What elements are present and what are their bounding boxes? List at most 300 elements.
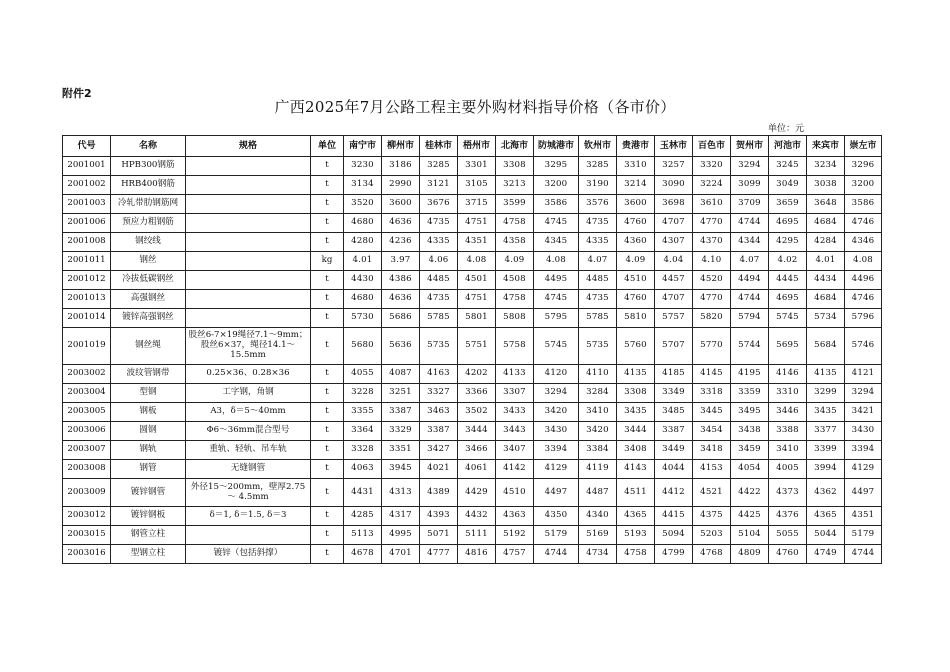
cell-price: 3134 <box>344 176 382 195</box>
cell-price: 4734 <box>579 545 617 564</box>
cell-price: 5111 <box>458 526 496 545</box>
table-row <box>63 252 882 271</box>
cell-code: 2001003 <box>63 195 111 214</box>
cell-price: 5686 <box>382 309 420 328</box>
cell-price: 5179 <box>534 526 579 545</box>
cell-spec <box>186 157 311 176</box>
cell-unit: t <box>311 214 344 233</box>
cell-price: 4751 <box>458 214 496 233</box>
cell-price: 4760 <box>617 214 655 233</box>
cell-code: 2003002 <box>63 365 111 384</box>
cell-code: 2003006 <box>63 422 111 441</box>
cell-price: 4350 <box>534 507 579 526</box>
cell-price: 5770 <box>693 328 731 365</box>
cell-unit: t <box>311 526 344 545</box>
cell-price: 4749 <box>807 545 845 564</box>
cell-price: 4680 <box>344 214 382 233</box>
unit-note: 单位：元 <box>767 124 804 134</box>
table-row <box>63 290 882 309</box>
cell-price: 4153 <box>693 460 731 479</box>
cell-price: 5785 <box>420 309 458 328</box>
cell-price: 4758 <box>496 214 534 233</box>
cell-price: 4195 <box>731 365 769 384</box>
cell-price: 3230 <box>344 157 382 176</box>
cell-price: 4005 <box>769 460 807 479</box>
cell-price: 3284 <box>579 384 617 403</box>
cell-price: 3399 <box>807 441 845 460</box>
cell-price: 4809 <box>731 545 769 564</box>
table-row <box>63 403 882 422</box>
cell-price: 4.08 <box>458 252 496 271</box>
cell-name: 预应力粗钢筋 <box>111 214 186 233</box>
cell-unit: t <box>311 479 344 507</box>
cell-spec <box>186 252 311 271</box>
cell-price: 4.02 <box>769 252 807 271</box>
cell-price: 4684 <box>807 290 845 309</box>
table-row <box>63 233 882 252</box>
column-header: 代号 <box>63 136 111 157</box>
cell-price: 4370 <box>693 233 731 252</box>
cell-price: 4351 <box>458 233 496 252</box>
cell-price: 4135 <box>617 365 655 384</box>
cell-spec <box>186 233 311 252</box>
cell-price: 4360 <box>617 233 655 252</box>
cell-price: 4510 <box>617 271 655 290</box>
cell-price: 3318 <box>693 384 731 403</box>
cell-price: 5730 <box>344 309 382 328</box>
table-row <box>63 157 882 176</box>
cell-price: 3449 <box>655 441 693 460</box>
cell-price: 4.10 <box>693 252 731 271</box>
cell-price: 3387 <box>382 403 420 422</box>
cell-price: 3443 <box>496 422 534 441</box>
cell-price: 4758 <box>617 545 655 564</box>
cell-price: 5680 <box>344 328 382 365</box>
cell-price: 4816 <box>458 545 496 564</box>
cell-price: 3610 <box>693 195 731 214</box>
cell-price: 5071 <box>420 526 458 545</box>
cell-unit: t <box>311 157 344 176</box>
cell-price: 5695 <box>769 328 807 365</box>
cell-price: 4363 <box>496 507 534 526</box>
cell-price: 3394 <box>845 441 882 460</box>
cell-price: 4735 <box>579 214 617 233</box>
table-row <box>63 271 882 290</box>
table-row <box>63 507 882 526</box>
cell-price: 5751 <box>458 328 496 365</box>
cell-price: 5169 <box>579 526 617 545</box>
table-row <box>63 441 882 460</box>
cell-price: 4707 <box>655 290 693 309</box>
column-header: 钦州市 <box>579 136 617 157</box>
cell-price: 3320 <box>693 157 731 176</box>
cell-price: 4510 <box>496 479 534 507</box>
column-header: 贵港市 <box>617 136 655 157</box>
cell-code: 2003007 <box>63 441 111 460</box>
cell-price: 3214 <box>617 176 655 195</box>
cell-spec: 镀锌（包括斜撑） <box>186 545 311 564</box>
column-header: 贺州市 <box>731 136 769 157</box>
column-header: 北海市 <box>496 136 534 157</box>
cell-price: 3351 <box>382 441 420 460</box>
cell-price: 4430 <box>344 271 382 290</box>
cell-price: 3659 <box>769 195 807 214</box>
cell-price: 3600 <box>382 195 420 214</box>
cell-price: 4432 <box>458 507 496 526</box>
cell-price: 3294 <box>845 384 882 403</box>
cell-price: 4346 <box>845 233 882 252</box>
cell-unit: t <box>311 403 344 422</box>
table-row <box>63 422 882 441</box>
cell-unit: t <box>311 441 344 460</box>
cell-price: 4521 <box>693 479 731 507</box>
cell-price: 3438 <box>731 422 769 441</box>
cell-price: 3430 <box>845 422 882 441</box>
cell-price: 3430 <box>534 422 579 441</box>
cell-price: 4061 <box>458 460 496 479</box>
cell-price: 3090 <box>655 176 693 195</box>
cell-price: 4386 <box>382 271 420 290</box>
cell-price: 4760 <box>617 290 655 309</box>
cell-price: 5104 <box>731 526 769 545</box>
cell-price: 4.07 <box>579 252 617 271</box>
cell-price: 3366 <box>458 384 496 403</box>
cell-price: 3234 <box>807 157 845 176</box>
cell-price: 3224 <box>693 176 731 195</box>
cell-price: 3676 <box>420 195 458 214</box>
cell-code: 2001002 <box>63 176 111 195</box>
table-row <box>63 479 882 507</box>
cell-price: 3213 <box>496 176 534 195</box>
cell-price: 3709 <box>731 195 769 214</box>
cell-price: 4415 <box>655 507 693 526</box>
cell-code: 2001014 <box>63 309 111 328</box>
cell-code: 2001019 <box>63 328 111 365</box>
cell-price: 4501 <box>458 271 496 290</box>
cell-price: 3295 <box>534 157 579 176</box>
cell-price: 3105 <box>458 176 496 195</box>
cell-price: 4142 <box>496 460 534 479</box>
cell-price: 3418 <box>693 441 731 460</box>
price-table <box>62 135 882 564</box>
cell-unit: t <box>311 507 344 526</box>
cell-unit: t <box>311 195 344 214</box>
cell-price: 3200 <box>845 176 882 195</box>
cell-unit: kg <box>311 252 344 271</box>
cell-price: 4707 <box>655 214 693 233</box>
cell-price: 5794 <box>731 309 769 328</box>
cell-price: 3308 <box>617 384 655 403</box>
cell-price: 5113 <box>344 526 382 545</box>
cell-price: 3299 <box>807 384 845 403</box>
cell-price: 4.08 <box>845 252 882 271</box>
cell-price: 4735 <box>579 290 617 309</box>
cell-price: 3433 <box>496 403 534 422</box>
cell-price: 4021 <box>420 460 458 479</box>
cell-price: 4429 <box>458 479 496 507</box>
cell-price: 4425 <box>731 507 769 526</box>
cell-price: 4746 <box>845 214 882 233</box>
cell-price: 5203 <box>693 526 731 545</box>
cell-price: 4284 <box>807 233 845 252</box>
column-header: 来宾市 <box>807 136 845 157</box>
column-header: 柳州市 <box>382 136 420 157</box>
table-body <box>63 157 882 564</box>
cell-price: 4744 <box>845 545 882 564</box>
cell-price: 4431 <box>344 479 382 507</box>
cell-price: 3301 <box>458 157 496 176</box>
cell-price: 4054 <box>731 460 769 479</box>
cell-price: 4120 <box>534 365 579 384</box>
cell-price: 4758 <box>496 290 534 309</box>
cell-price: 3038 <box>807 176 845 195</box>
cell-code: 2001006 <box>63 214 111 233</box>
cell-price: 5044 <box>807 526 845 545</box>
cell-price: 5820 <box>693 309 731 328</box>
cell-price: 4185 <box>655 365 693 384</box>
cell-price: 4744 <box>534 545 579 564</box>
column-header: 单位 <box>311 136 344 157</box>
cell-price: 4445 <box>769 271 807 290</box>
cell-price: 3599 <box>496 195 534 214</box>
cell-price: 4135 <box>807 365 845 384</box>
cell-code: 2003009 <box>63 479 111 507</box>
cell-code: 2001001 <box>63 157 111 176</box>
cell-price: 3387 <box>420 422 458 441</box>
cell-price: 3485 <box>655 403 693 422</box>
header-row <box>63 136 882 157</box>
cell-spec: 外径15～200mm，壁厚2.75～ 4.5mm <box>186 479 311 507</box>
cell-price: 3329 <box>382 422 420 441</box>
table-row <box>63 214 882 233</box>
cell-price: 4678 <box>344 545 382 564</box>
cell-price: 3444 <box>458 422 496 441</box>
cell-price: 4495 <box>534 271 579 290</box>
cell-name: 波纹管钢带 <box>111 365 186 384</box>
cell-price: 3435 <box>617 403 655 422</box>
cell-price: 5734 <box>807 309 845 328</box>
cell-name: 型钢 <box>111 384 186 403</box>
cell-price: 4636 <box>382 214 420 233</box>
cell-unit: t <box>311 365 344 384</box>
cell-price: 4770 <box>693 214 731 233</box>
column-header: 梧州市 <box>458 136 496 157</box>
cell-price: 3294 <box>731 157 769 176</box>
cell-price: 4121 <box>845 365 882 384</box>
cell-price: 5744 <box>731 328 769 365</box>
cell-price: 4.01 <box>807 252 845 271</box>
cell-price: 5735 <box>420 328 458 365</box>
cell-price: 3251 <box>382 384 420 403</box>
table-row <box>63 309 882 328</box>
cell-unit: t <box>311 384 344 403</box>
cell-price: 3387 <box>655 422 693 441</box>
column-header: 桂林市 <box>420 136 458 157</box>
cell-price: 4422 <box>731 479 769 507</box>
cell-price: 5795 <box>534 309 579 328</box>
cell-price: 4.09 <box>617 252 655 271</box>
cell-price: 4.04 <box>655 252 693 271</box>
cell-price: 4340 <box>579 507 617 526</box>
cell-price: 4496 <box>845 271 882 290</box>
cell-price: 3384 <box>579 441 617 460</box>
cell-price: 4520 <box>693 271 731 290</box>
cell-price: 3296 <box>845 157 882 176</box>
column-header: 南宁市 <box>344 136 382 157</box>
cell-price: 4745 <box>534 214 579 233</box>
cell-price: 4746 <box>845 290 882 309</box>
cell-price: 5636 <box>382 328 420 365</box>
cell-price: 3388 <box>769 422 807 441</box>
cell-price: 3648 <box>807 195 845 214</box>
cell-price: 3410 <box>579 403 617 422</box>
cell-price: 4680 <box>344 290 382 309</box>
cell-spec <box>186 271 311 290</box>
cell-price: 3359 <box>731 384 769 403</box>
cell-price: 4744 <box>731 290 769 309</box>
cell-price: 4202 <box>458 365 496 384</box>
cell-name: 圆钢 <box>111 422 186 441</box>
cell-price: 4145 <box>693 365 731 384</box>
cell-price: 3446 <box>769 403 807 422</box>
cell-price: 5192 <box>496 526 534 545</box>
cell-price: 4110 <box>579 365 617 384</box>
cell-price: 3410 <box>769 441 807 460</box>
table-row <box>63 176 882 195</box>
column-header: 玉林市 <box>655 136 693 157</box>
cell-price: 4351 <box>845 507 882 526</box>
cell-price: 4129 <box>845 460 882 479</box>
cell-price: 3444 <box>617 422 655 441</box>
cell-price: 4163 <box>420 365 458 384</box>
cell-code: 2001008 <box>63 233 111 252</box>
cell-spec <box>186 290 311 309</box>
cell-name: HRB400钢筋 <box>111 176 186 195</box>
cell-price: 4751 <box>458 290 496 309</box>
column-header: 名称 <box>111 136 186 157</box>
cell-price: 4373 <box>769 479 807 507</box>
cell-code: 2003012 <box>63 507 111 526</box>
cell-price: 4799 <box>655 545 693 564</box>
cell-name: 高强钢丝 <box>111 290 186 309</box>
cell-unit: t <box>311 309 344 328</box>
cell-price: 3427 <box>420 441 458 460</box>
cell-price: 5745 <box>769 309 807 328</box>
cell-price: 4365 <box>807 507 845 526</box>
cell-price: 4684 <box>807 214 845 233</box>
cell-price: 4434 <box>807 271 845 290</box>
cell-price: 3576 <box>579 195 617 214</box>
cell-price: 3364 <box>344 422 382 441</box>
cell-price: 4457 <box>655 271 693 290</box>
cell-price: 3186 <box>382 157 420 176</box>
cell-price: 4768 <box>693 545 731 564</box>
cell-price: 4393 <box>420 507 458 526</box>
cell-spec: 无缝钢管 <box>186 460 311 479</box>
cell-name: 钢管立柱 <box>111 526 186 545</box>
cell-name: 钢丝 <box>111 252 186 271</box>
table-row <box>63 328 882 365</box>
cell-spec: 重轨、轻轨、吊车轨 <box>186 441 311 460</box>
cell-price: 4770 <box>693 290 731 309</box>
cell-name: 钢管 <box>111 460 186 479</box>
cell-price: 4497 <box>845 479 882 507</box>
table-row <box>63 365 882 384</box>
cell-code: 2003005 <box>63 403 111 422</box>
cell-price: 2990 <box>382 176 420 195</box>
cell-name: HPB300钢筋 <box>111 157 186 176</box>
cell-price: 5810 <box>617 309 655 328</box>
cell-price: 3377 <box>807 422 845 441</box>
table-row <box>63 526 882 545</box>
column-header: 百色市 <box>693 136 731 157</box>
cell-name: 钢丝绳 <box>111 328 186 365</box>
cell-price: 3520 <box>344 195 382 214</box>
cell-code: 2001012 <box>63 271 111 290</box>
cell-price: 3049 <box>769 176 807 195</box>
cell-spec <box>186 176 311 195</box>
cell-price: 4129 <box>534 460 579 479</box>
table-row <box>63 195 882 214</box>
cell-price: 4485 <box>420 271 458 290</box>
column-header: 规格 <box>186 136 311 157</box>
cell-spec <box>186 526 311 545</box>
cell-spec: δ＝1, δ＝1.5, δ＝3 <box>186 507 311 526</box>
cell-price: 4497 <box>534 479 579 507</box>
cell-price: 4487 <box>579 479 617 507</box>
cell-price: 3586 <box>534 195 579 214</box>
cell-price: 5193 <box>617 526 655 545</box>
cell-price: 3200 <box>534 176 579 195</box>
cell-price: 4744 <box>731 214 769 233</box>
cell-price: 3994 <box>807 460 845 479</box>
cell-price: 5808 <box>496 309 534 328</box>
cell-price: 4358 <box>496 233 534 252</box>
cell-price: 4701 <box>382 545 420 564</box>
cell-unit: t <box>311 176 344 195</box>
cell-price: 4760 <box>769 545 807 564</box>
cell-price: 3328 <box>344 441 382 460</box>
cell-price: 3502 <box>458 403 496 422</box>
cell-price: 3310 <box>769 384 807 403</box>
cell-unit: t <box>311 233 344 252</box>
cell-name: 镀锌高强钢丝 <box>111 309 186 328</box>
cell-price: 3307 <box>496 384 534 403</box>
cell-price: 3495 <box>731 403 769 422</box>
cell-price: 4375 <box>693 507 731 526</box>
table-row <box>63 545 882 564</box>
cell-price: 4146 <box>769 365 807 384</box>
cell-price: 3945 <box>382 460 420 479</box>
cell-price: 5757 <box>655 309 693 328</box>
attachment-label: 附件2 <box>62 87 92 100</box>
cell-spec: A3，δ＝5～40mm <box>186 403 311 422</box>
cell-spec: Φ6～36mm混合型号 <box>186 422 311 441</box>
cell-price: 4285 <box>344 507 382 526</box>
cell-price: 3421 <box>845 403 882 422</box>
cell-price: 4087 <box>382 365 420 384</box>
cell-price: 3349 <box>655 384 693 403</box>
cell-price: 3698 <box>655 195 693 214</box>
cell-price: 3.97 <box>382 252 420 271</box>
cell-spec: 0.25×36、0.28×36 <box>186 365 311 384</box>
cell-price: 4295 <box>769 233 807 252</box>
cell-price: 4344 <box>731 233 769 252</box>
cell-price: 5735 <box>579 328 617 365</box>
cell-price: 3454 <box>693 422 731 441</box>
cell-price: 3121 <box>420 176 458 195</box>
cell-price: 4365 <box>617 507 655 526</box>
